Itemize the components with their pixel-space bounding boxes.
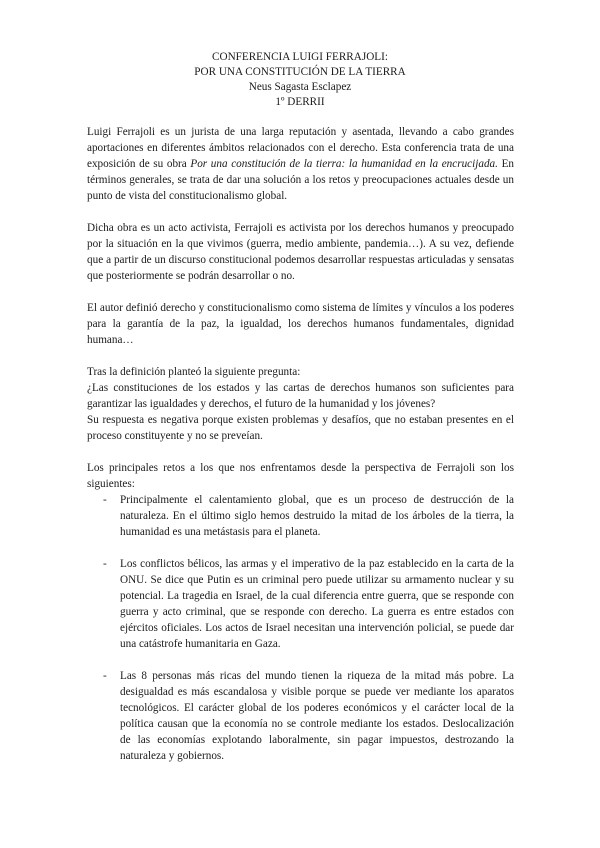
author-name: Neus Sagasta Esclapez (248, 81, 352, 93)
retos-list (87, 492, 514, 764)
paragraph-activism: Dicha obra es un acto activista, Ferrajoli es activista por los derechos humanos y preocupado por la situación en la que vivimos (guerra, medio ambiente, pandemia…). A su vez, defiende que a partir de un discurso constitucional podemos desarrollar respuestas articuladas y sensatas que posteriormente se podrán desarrollar o no. (87, 222, 514, 282)
list-item-text: Los conflictos bélicos, las armas y el imperativo de la paz establecido en la carta de la ONU. Se dice que Putin es un criminal pero puede utilizar su armamento nuclear y su potencial. La tragedia en Israel, de la cual diferencia entre guerra, que se responde con guerra y acto criminal, que se responde con derecho. La guerra es entre estados con ejércitos oficiales. Los actos de Israel necesitan una intervención policial, se puede dar una catástrofe humanitaria en Gaza. (120, 558, 514, 650)
paragraph-question-lead: Tras la definición planteó la siguiente pregunta: (87, 366, 301, 378)
paragraph-answer: Su respuesta es negativa porque existen problemas y desafíos, que no estaban presentes en el proceso constituyente y no se preveían. (87, 414, 514, 442)
document-header (0, 50, 600, 110)
title-line-1: CONFERENCIA LUIGI FERRAJOLI: (212, 51, 388, 63)
title-line-2: POR UNA CONSTITUCIÓN DE LA TIERRA (194, 66, 406, 78)
document-body (87, 124, 514, 764)
paragraph-question: ¿Las constituciones de los estados y las cartas de derechos humanos son suficientes para garantizar las igualdades y derechos, el futuro de la humanidad y los jóvenes? (87, 382, 514, 410)
paragraph-definition: El autor definió derecho y constitucionalismo como sistema de límites y vínculos a los poderes para la garantía de la paz, la igualdad, los derechos humanos fundamentales, dignidad humana… (87, 302, 514, 346)
list-dash: - (103, 558, 107, 570)
list-item (87, 668, 514, 764)
paragraph-intro (87, 124, 514, 204)
paragraph-retos-intro: Los principales retos a los que nos enfrentamos desde la perspectiva de Ferrajoli son los siguientes: (87, 462, 514, 490)
list-dash: - (103, 670, 107, 682)
list-item-text: Principalmente el calentamiento global, que es un proceso de destrucción de la naturaleza. En el último siglo hemos destruido la mitad de los árboles de la tierra, la humanidad es una metástasis para el planeta. (120, 494, 514, 538)
paragraph-intro-text-b: En términos generales, se trata de dar una solución a los retos y preocupaciones actuales desde un punto de vista del constitucionalismo global. (87, 158, 514, 202)
book-title: Por una constitución de la tierra: la humanidad en la encrucijada. (190, 158, 498, 170)
paragraph-intro-text-a: Luigi Ferrajoli es un jurista de una larga reputación y asentada, llevando a cabo grandes aportaciones en diferentes ámbitos relacionados con el derecho. Esta conferencia trata de una exposición de su obra (87, 126, 514, 170)
course-label: 1º DERRII (275, 96, 325, 108)
list-dash: - (103, 494, 107, 506)
list-item (87, 492, 514, 540)
list-item-text: Las 8 personas más ricas del mundo tienen la riqueza de la mitad más pobre. La desigualdad es más escandalosa y visible porque se puede ver mediante los aparatos tecnológicos. El carácter global de los poderes económicos y el carácter local de la política causan que la economía no se controle mediante los estados. Deslocalización de las economías explotando laboralmente, sin pagar impuestos, destrozando la naturaleza y gobiernos. (120, 670, 514, 762)
list-item (87, 556, 514, 652)
